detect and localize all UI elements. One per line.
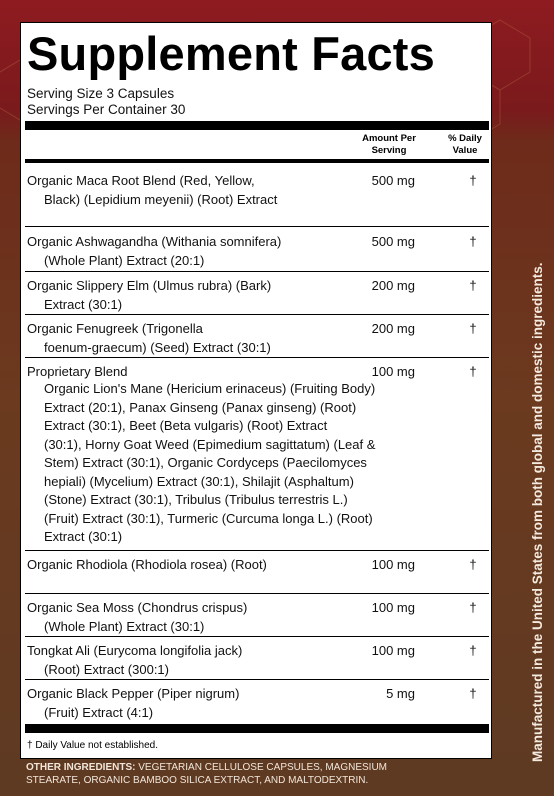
row-divider	[25, 357, 489, 358]
other-ingredients-label: OTHER INGREDIENTS:	[26, 762, 136, 773]
nutrient-name: Organic Fenugreek (Trigonella foenum-graecum) (Seed) Extract (30:1)	[27, 321, 271, 355]
other-ingredients-line2: STEARATE, ORGANIC BAMBOO SILICA EXTRACT, AND MALTODEXTRIN.	[26, 775, 369, 786]
nutrient-daily-value: †	[469, 364, 477, 379]
nutrient-daily-value: †	[469, 278, 477, 293]
nutrient-amount: 500 mg	[371, 173, 415, 188]
row-divider	[25, 314, 489, 315]
nutrient-daily-value: †	[469, 321, 477, 336]
thick-rule-bottom	[25, 724, 489, 733]
other-ingredients	[26, 761, 496, 787]
supplement-facts-panel	[20, 22, 492, 759]
nutrient-amount: 200 mg	[371, 278, 415, 293]
nutrient-name: Organic Slippery Elm (Ulmus rubra) (Bark) Extract (30:1)	[27, 278, 272, 312]
row-divider	[25, 593, 489, 594]
nutrient-daily-value: †	[469, 643, 477, 658]
row-divider	[25, 550, 489, 551]
nutrient-daily-value: †	[469, 234, 477, 249]
nutrient-amount: 200 mg	[371, 321, 415, 336]
nutrient-daily-value: †	[469, 557, 477, 572]
nutrient-amount: 100 mg	[371, 364, 415, 379]
nutrient-name: Organic Maca Root Blend (Red, Yellow, Black) (Lepidium meyenii) (Root) Extract	[27, 173, 278, 207]
nutrient-name: Tongkat Ali (Eurycoma longifolia jack) (Root) Extract (300:1)	[27, 643, 243, 677]
column-header-amount: Amount Per Serving	[362, 133, 416, 156]
nutrient-daily-value: †	[469, 173, 477, 188]
manufactured-statement: Manufactured in the United States from both global and domestic ingredients.	[530, 262, 545, 762]
nutrient-daily-value: †	[469, 600, 477, 615]
daily-value-footnote: † Daily Value not established.	[27, 740, 159, 751]
row-divider	[25, 636, 489, 637]
nutrient-name: Organic Sea Moss (Chondrus crispus) (Whole Plant) Extract (30:1)	[27, 600, 248, 634]
row-divider	[25, 226, 489, 227]
nutrient-amount: 500 mg	[371, 234, 415, 249]
row-divider	[25, 679, 489, 680]
panel-title: Supplement Facts	[27, 27, 436, 80]
serving-size: Serving Size 3 Capsules	[27, 86, 175, 101]
column-header-daily-value: % Daily Value	[448, 133, 482, 156]
nutrient-name: Organic Rhodiola (Rhodiola rosea) (Root)	[27, 557, 267, 572]
rule-under-header	[25, 159, 489, 163]
nutrient-name: Organic Black Pepper (Piper nigrum) (Fruit) Extract (4:1)	[27, 686, 240, 720]
nutrient-amount: 100 mg	[371, 557, 415, 572]
nutrient-name: Proprietary Blend	[27, 364, 128, 379]
nutrient-daily-value: †	[469, 686, 477, 701]
nutrient-amount: 5 mg	[386, 686, 415, 701]
nutrient-name: Organic Ashwagandha (Withania somnifera) (Whole Plant) Extract (20:1)	[27, 234, 282, 268]
nutrient-amount: 100 mg	[371, 643, 415, 658]
nutrient-amount: 100 mg	[371, 600, 415, 615]
servings-per-container: Servings Per Container 30	[27, 102, 186, 117]
row-divider	[25, 271, 489, 272]
proprietary-blend-ingredients: Organic Lion's Mane (Hericium erinaceus) (Fruiting Body) Extract (20:1), Panax Ginseng (Panax ginseng) (Root) Extract (30:1), Beet (Beta vulgaris) (Root) Extract (30:1), Horny Goat Weed (Epimedium sagittatum) (Leaf & Stem) Extract (30:1), Organic Cordyceps (Paecilomyces hepiali) (Mycelium) Extract (30:1), Shilajit (Asphaltum) (Stone) Extract (30:1), Tribulus (Tribulus terrestris L.) (Fruit) Extract (30:1), Turmeric (Curcuma longa L.) (Root) Extract (30:1)	[44, 381, 376, 544]
thick-rule-top	[25, 121, 489, 130]
other-ingredients-line1: VEGETARIAN CELLULOSE CAPSULES, MAGNESIUM	[138, 762, 388, 773]
